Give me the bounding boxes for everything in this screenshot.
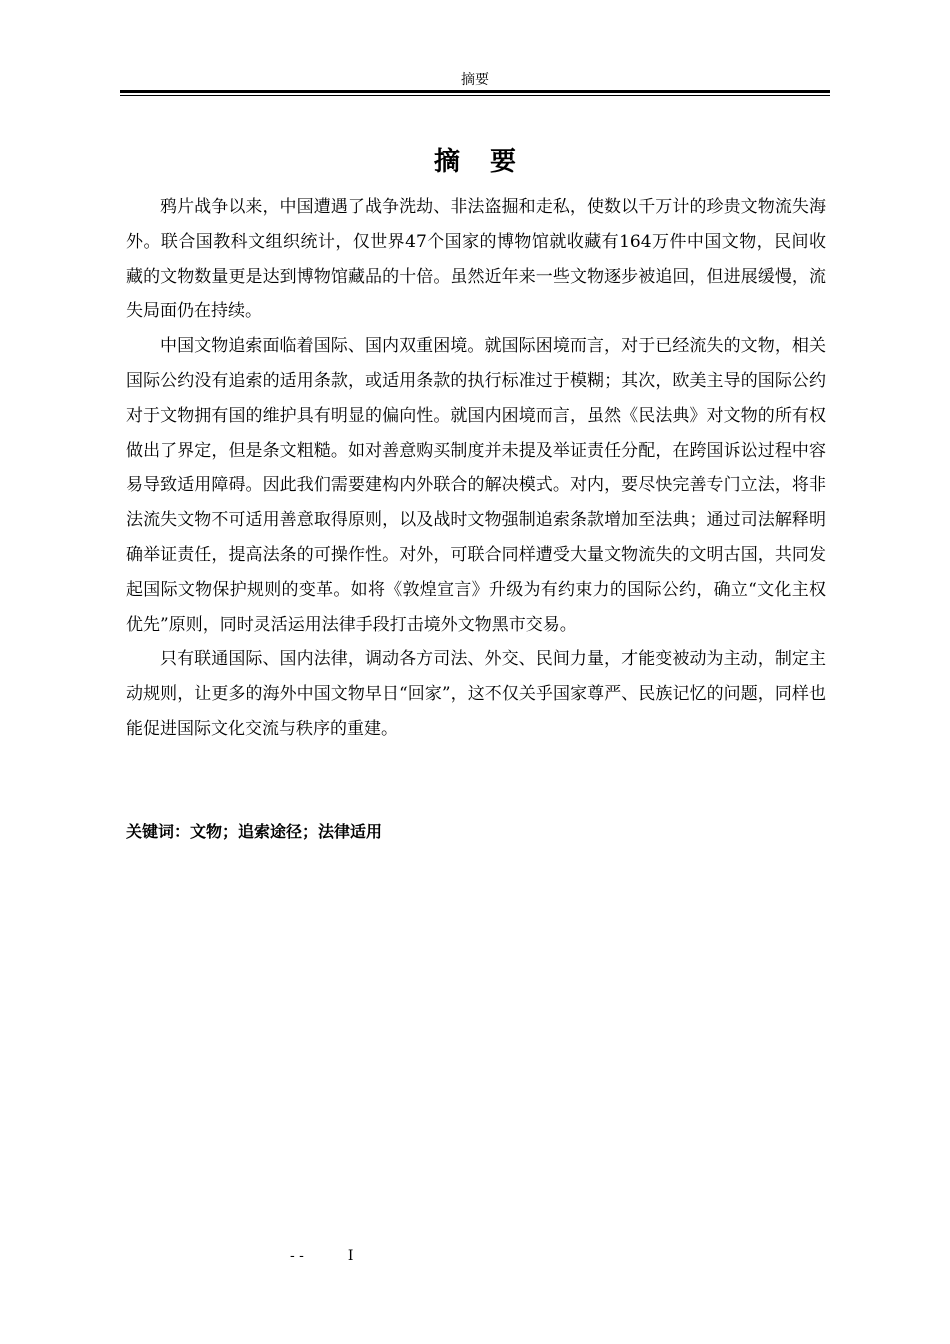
abstract-title: 摘要 — [433, 147, 546, 177]
header-rule-thin — [120, 95, 830, 96]
abstract-paragraph-1: 鸦片战争以来，中国遭遇了战争洗劫、非法盗掘和走私，使数以千万计的珍贵文物流失海外。联合国教科文组织统计，仅世界47个国家的博物馆就收藏有164万件中国文物，民间收藏的文物数量更是达到博物馆藏品的十倍。虽然近年来一些文物逐步被追回，但进展缓慢，流失局面仍在持续。 — [126, 197, 826, 322]
abstract-paragraph-2: 中国文物追索面临着国际、国内双重困境。就国际困境而言，对于已经流失的文物，相关国际公约没有追索的适用条款，或适用条款的执行标准过于模糊；其次，欧美主导的国际公约对于文物拥有国的维护具有明显的偏向性。就国内困境而言，虽然《民法典》对文物的所有权做出了界定，但是条文粗糙。如对善意购买制度并未提及举证责任分配，在跨国诉讼过程中容易导致适用障碍。因此我们需要建构内外联合的解决模式。对内，要尽快完善专门立法，将非法流失文物不可适用善意取得原则，以及战时文物强制追索条款增加至法典；通过司法解释明确举证责任，提高法条的可操作性。对外，可联合同样遭受大量文物流失的文明古国，共同发起国际文物保护规则的变革。如将《敦煌宣言》升级为有约束力的国际公约，确立“文化主权优先”原则，同时灵活运用法律手段打击境外文物黑市交易。 — [126, 336, 826, 635]
footer-marker: - - — [290, 1248, 304, 1264]
page-footer — [290, 1246, 353, 1266]
running-header: 摘要 — [461, 72, 489, 88]
abstract-paragraph-3: 只有联通国际、国内法律，调动各方司法、外交、民间力量，才能变被动为主动，制定主动规则，让更多的海外中国文物早日“回家”，这不仅关乎国家尊严、民族记忆的问题，同样也能促进国际文化交流与秩序的重建。 — [126, 649, 826, 739]
header-rule-thick — [120, 90, 830, 93]
keywords-line: 关键词：文物；追索途径；法律适用 — [126, 822, 383, 841]
page-number: I — [347, 1248, 354, 1264]
abstract-body — [126, 190, 826, 747]
